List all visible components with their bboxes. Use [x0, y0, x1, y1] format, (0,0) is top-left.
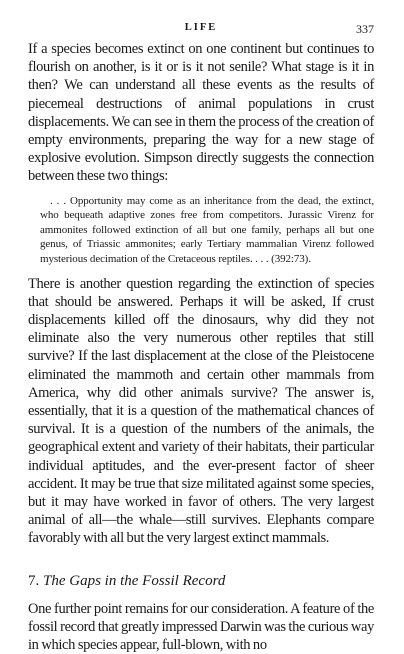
section-title: The Gaps in the Fossil Record	[43, 572, 226, 589]
section-heading	[28, 572, 374, 590]
paragraph-extinction-question: There is another question regarding the extinction of species that should be answered. Perhaps it will be asked, If crust displacements killed off the dinosaurs, why did they not eliminate also the very numerous other reptiles that still survive? If the last displacement at the close of the Pleistocene eliminated the mammoth and certain other mammals from America, why did other animals survive? The answer is, essentially, that it is a question of the mathematical chances of survival. It is a question of the numbers of the animals, the geographical extent and variety of their habitats, their particular individual aptitudes, and the ever-present factor of sheer accident. It may be true that size militated against some species, but it may have worked in favor of others. The very largest animal of all—the whale—still survives. Elephants compare favorably with all but the very largest extinct mammals.	[28, 275, 374, 547]
page-number: 337	[356, 22, 374, 36]
running-title: LIFE	[184, 22, 218, 33]
paragraph-fossil-gaps: One further point remains for our consideration. A feature of the fossil record that greatly impressed Darwin was the curious way in which species appear, full-blown, with no	[28, 600, 374, 654]
book-page	[28, 22, 374, 654]
paragraph-senility: If a species becomes extinct on one continent but continues to flourish on another, is it or is it not senile? What stage is it in then? We can understand all these events as the results of piecemeal destructions of animal populations in crust displacements. We can see in them the process of the creation of empty environments, preparing the way for a new stage of explosive evolution. Simpson directly suggests the connection between these two things:	[28, 41, 374, 185]
running-head	[28, 22, 374, 38]
section-number: 7.	[28, 572, 40, 589]
block-quote-simpson: . . . Opportunity may come as an inheritance from the dead, the extinct, who bequeath adaptive zones free from competitors. Jurassic Virenz for ammonites followed extinction of all but one family, perhaps all but one genus, of Triassic ammonites; early Tertiary mammalian Virenz followed mysterious decimation of the Cretaceous reptiles. . . . (392:73).	[40, 194, 374, 265]
